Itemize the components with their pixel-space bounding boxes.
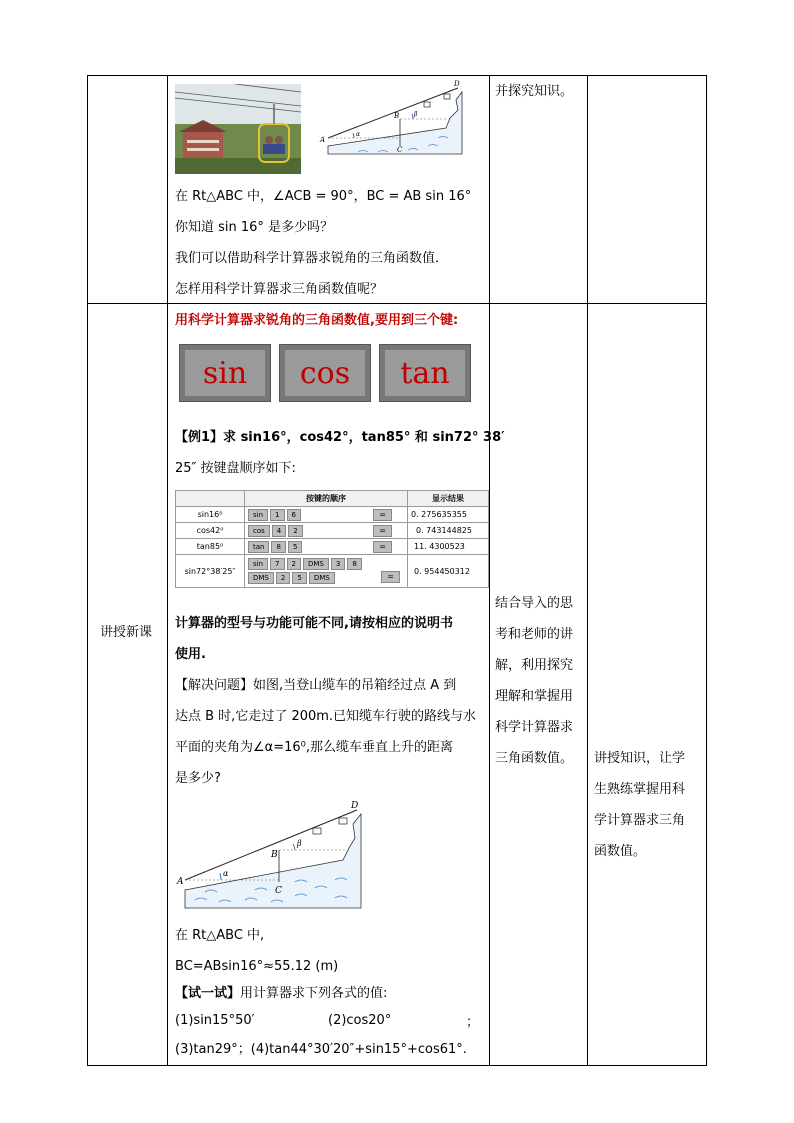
label-C: C <box>397 146 403 154</box>
row-label: sin16⁰ <box>176 507 245 523</box>
key-sequence: tan 8 5 = <box>245 539 408 555</box>
problem-line-1: 【解决问题】如图,当登山缆车的吊箱经过点 A 到 <box>175 678 457 693</box>
table-row <box>176 507 489 523</box>
result-value: 11. 4300523 <box>408 539 489 555</box>
try-item-3-4: (3)tan29°；(4)tan44°30′20″+sin15°+cos61°. <box>175 1042 467 1057</box>
column-divider-2 <box>489 75 490 1066</box>
row-divider <box>87 303 707 304</box>
column-divider-3 <box>587 75 588 1066</box>
intro-line-1: 在 Rt△ABC 中，∠ACB = 90°，BC = AB sin 16° <box>175 189 472 204</box>
table-header-blank <box>176 491 245 507</box>
intro-line-2: 你知道 sin 16° 是多少吗？ <box>175 220 334 235</box>
key-sequence: cos 4 2 = <box>245 523 408 539</box>
cable-car-photo <box>175 84 301 174</box>
try-item-2: (2)cos20° <box>328 1013 392 1028</box>
intro-line-4: 怎样用科学计算器求三角函数值呢？ <box>175 282 384 297</box>
table-border-bottom <box>87 1065 707 1066</box>
label-B: B <box>271 850 278 860</box>
student-activity-2: 结合导入的思 考和老师的讲 解，利用探究 理解和掌握用 科学计算器求 三角函数值。 <box>495 596 574 766</box>
design-intent: 讲授知识，让学 生熟练掌握用科 学计算器求三角 函数值。 <box>594 751 686 859</box>
table-row <box>176 539 489 555</box>
tan-key: tan <box>379 344 471 402</box>
table-header-keys: 按键的顺序 <box>245 491 408 507</box>
solution-line-1: 在 Rt△ABC 中, <box>175 928 265 943</box>
cable-car-diagram <box>175 800 365 914</box>
row-label: sin72°38′25″ <box>176 555 245 588</box>
label-A: A <box>177 877 184 887</box>
keys-intro: 用科学计算器求锐角的三角函数值,要用到三个键: <box>175 313 459 328</box>
intro-line-3: 我们可以借助科学计算器求锐角的三角函数值． <box>175 251 449 266</box>
problem-line-2: 达点 B 时,它走过了 200m.已知缆车行驶的路线与水 <box>175 709 477 724</box>
example-line-1: 【例1】求 sin16°，cos42°，tan85° 和 sin72° 38′ <box>175 430 505 445</box>
table-header-result: 显示结果 <box>408 491 489 507</box>
cable-car-diagram-small <box>318 78 468 166</box>
key-sequence: sin 7 2 DMS 3 8 DMS 2 5 DMS = <box>245 555 408 588</box>
label-alpha: α <box>356 131 361 138</box>
problem-line-3: 平面的夹角为∠α=16⁰,那么缆车垂直上升的距离 <box>175 740 454 755</box>
key-sequence: sin 1 6 = <box>245 507 408 523</box>
table-row <box>176 523 489 539</box>
label-beta: β <box>414 111 418 118</box>
problem-line-4: 是多少? <box>175 771 221 786</box>
try-item-1: (1)sin15°50′ <box>175 1013 255 1028</box>
column-divider-1 <box>167 75 168 1066</box>
key-sequence-table <box>175 490 489 588</box>
result-value: 0. 954450312 <box>408 555 489 588</box>
result-value: 0. 275635355 <box>408 507 489 523</box>
label-alpha: α <box>223 869 229 878</box>
sin-key: sin <box>179 344 271 402</box>
label-D: D <box>454 80 460 88</box>
result-value: 0. 743144825 <box>408 523 489 539</box>
solution-line-2: BC=ABsin16°≈55.12 (m) <box>175 959 339 974</box>
cos-key: cos <box>279 344 371 402</box>
label-C: C <box>275 886 282 896</box>
label-beta: β <box>297 839 302 848</box>
try-it-heading: 【试一试】用计算器求下列各式的值: <box>175 986 388 1001</box>
student-activity-1: 并探究知识。 <box>495 84 574 99</box>
table-row <box>176 555 489 588</box>
row-label: tan85⁰ <box>176 539 245 555</box>
label-D: D <box>351 801 359 811</box>
row-label: cos42⁰ <box>176 523 245 539</box>
label-A: A <box>320 136 326 144</box>
example-line-2: 25″ 按键盘顺序如下: <box>175 461 296 476</box>
section-label: 讲授新课 <box>100 625 153 640</box>
try-separator: ； <box>466 1015 480 1030</box>
table-border-top <box>87 75 707 76</box>
calculator-note-2: 使用. <box>175 647 206 662</box>
calculator-note-1: 计算器的型号与功能可能不同,请按相应的说明书 <box>175 616 453 631</box>
table-border-left <box>87 75 88 1066</box>
table-border-right <box>706 75 707 1066</box>
label-B: B <box>394 112 400 120</box>
